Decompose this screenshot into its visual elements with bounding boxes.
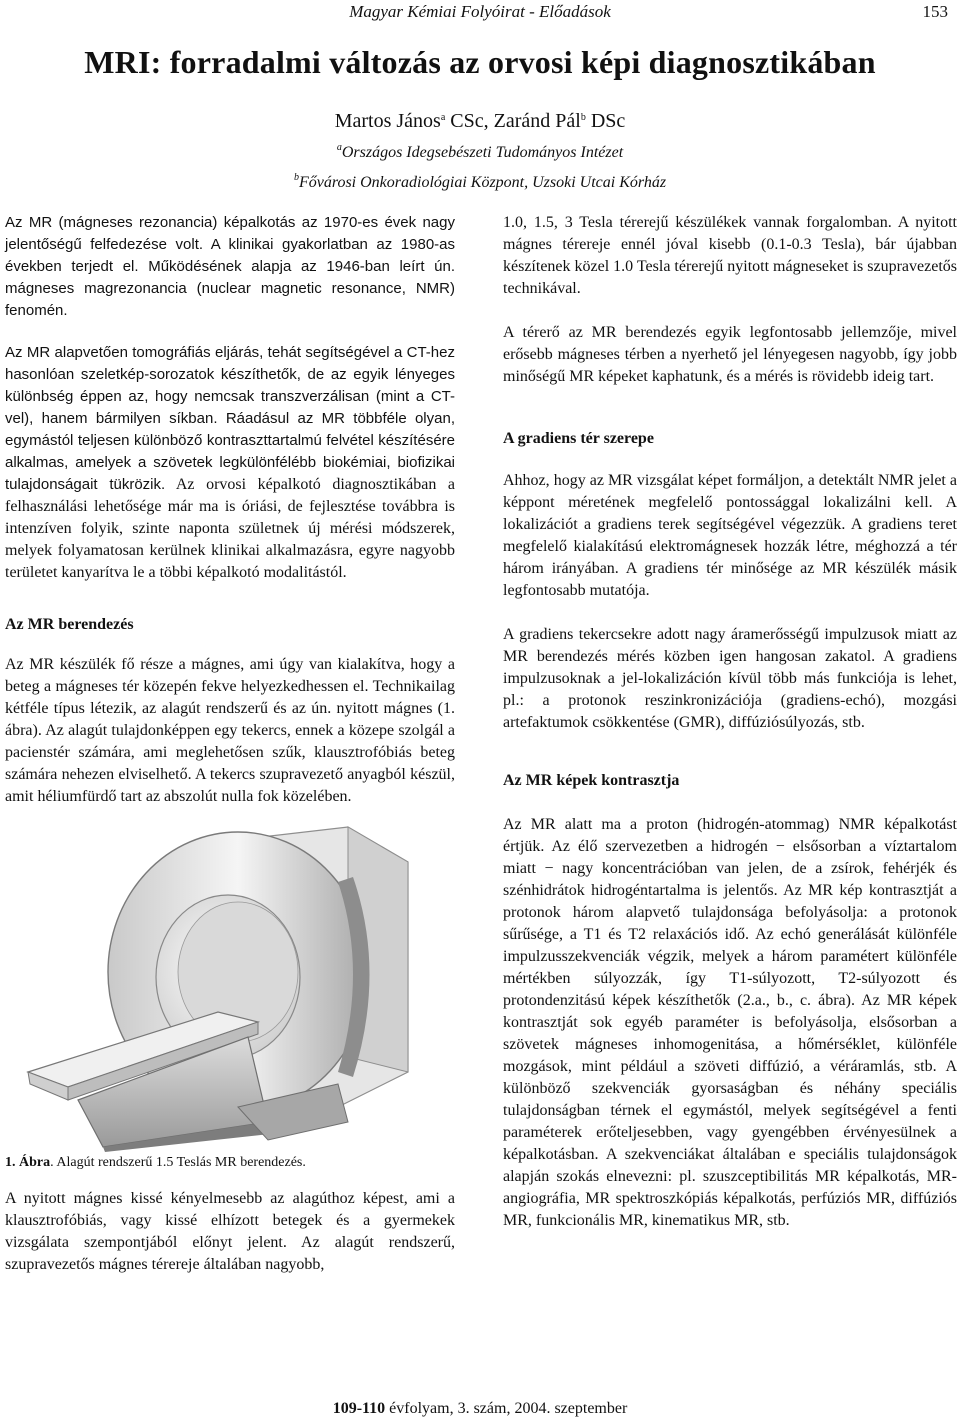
mr-device-paragraph: Az MR készülék fő része a mágnes, ami úgy van kialakítva, hogy a beteg a mágneses tér közepén fekve helyezkedhessen el. Technikailag kétféle típus létezik, az alagút rendszerű és az ún. nyitott mágnes (1. ábra). Az alagút tulajdonképpen egy tekercs, ennek a közepe szolgál a pacienstér számára, ami meglehetősen szűk, klausztrofóbiás beteg számára nehezen elviselhető. A tekercs szupravezető anyagból készül, amit héliumfürdő tart az abszolút nulla fok közelében.: [5, 656, 455, 805]
footer-issue: évfolyam, 3. szám, 2004. szeptember: [385, 1400, 628, 1417]
section-heading-mr-device: Az MR berendezés: [5, 616, 134, 633]
affiliation-a: [0, 144, 960, 162]
figure-caption-label: 1. Ábra: [5, 1155, 51, 1170]
affiliation-b-text: Fővárosi Onkoradiológiai Központ, Uzsoki Utcai Kórház: [298, 174, 667, 191]
field-strength-paragraph: A térerő az MR berendezés egyik legfontosabb jellemzője, mivel erősebb mágneses térben a nyerhető jel lényegesen nagyobb, így jobb minőségű MR képeket kaphatunk, és a mérés is rövidebb ideig tart.: [503, 324, 957, 385]
mri-scanner-illustration: [8, 822, 418, 1152]
author-2-superscript: b: [580, 112, 586, 123]
article-title: MRI: forradalmi változás az orvosi képi diagnosztikában: [84, 44, 876, 80]
page-number: 153: [922, 2, 948, 21]
footer-volume: 109-110: [332, 1400, 386, 1417]
page-footer: [0, 1400, 960, 1418]
intro-paragraph-part-1: Az MR alapvetően tomográfiás eljárás, tehát segítségével a CT-hez hasonlóan szeletkép-sorozatok készíthetők, de az egyik lényeges különbség éppen az, hogy nemcsak transzverzálisan (mint a CT-vel), hanem bármilyen síkban. Ráadásul az MR többféle olyan, egymástól teljesen különböző kontraszttartalmú felvétel készítésére alkalmas, amelyek a szövetek legkülönfélébb biokémiai, biofizikai tulajdonságait tükrözik.: [5, 344, 455, 493]
figure-caption-text: . Alagút rendszerű 1.5 Teslás MR berendezés.: [50, 1155, 306, 1170]
section-heading-gradient: A gradiens tér szerepe: [503, 430, 654, 447]
author-1-name: Martos János: [334, 110, 441, 132]
author-2-degree: DSc: [585, 110, 626, 132]
journal-header: Magyar Kémiai Folyóirat - Előadások: [349, 2, 611, 21]
section-heading-contrast: Az MR képek kontrasztja: [503, 772, 680, 789]
figure-caption: [5, 1152, 455, 1174]
mri-scanner-figure: [8, 822, 418, 1152]
affiliation-a-text: Országos Idegsebészeti Tudományos Intézet: [341, 144, 624, 161]
affiliation-b-superscript: b: [293, 172, 299, 183]
intro-paragraph: [5, 342, 455, 584]
gradient-noise-paragraph: A gradiens tekercsekre adott nagy áramerősségű impulzusok miatt az MR berendezés mérés közben igen hangosan zakatol. A gradiens impulzusoknak a jel-lokalizáción kívül több más funkciója is lehet, pl.: a protonok reszinkronizációja (gradiens-echó), mozgási artefaktumok csökkentése (GMR), diffúziósúlyozás, stb.: [503, 626, 957, 731]
intro-paragraph-part-2: Az orvosi képalkotó diagnosztikában a felhasználási lehetősége már ma is óriási, de fejlesztése továbbra is intenzíven folyik, szinte naponta születnek új mérési módszerek, melyek folyamatosan kerülnek klinikai alkalmazásra, egyre nagyobb területet kanyarítva le a többi képalkotó modalitástól.: [5, 476, 455, 581]
affiliation-b: [0, 174, 960, 192]
author-1-superscript: a: [440, 112, 446, 123]
abstract: Az MR (mágneses rezonancia) képalkotás az 1970-es évek nagy jelentőségű felfedezése volt. A klinikai gyakorlatban az 1980-as években terjedt el. Működésének alapja az 1946-ban leírt ún. mágneses magrezonancia (nuclear magnetic resonance, NMR) fenomén.: [5, 214, 455, 319]
author-1-degree-and-author-2: CSc, Zaránd Pál: [445, 110, 581, 132]
author-line: [0, 110, 960, 133]
tesla-paragraph: 1.0, 1.5, 3 Tesla térerejű készülékek vannak forgalomban. A nyitott mágnes térereje ennél jóval kisebb (0.1-0.3 Tesla), bár újabban készítenek közel 1.0 Tesla térerejű nyitott mágneseket is szupravezetős technikával.: [503, 214, 957, 297]
affiliation-a-superscript: a: [336, 142, 342, 153]
open-magnet-paragraph: A nyitott mágnes kissé kényelmesebb az alagúthoz képest, ami a klausztrofóbiás, vagy kissé elhízott betegek és a gyermekek vizsgálata szempontjából előnyt jelent. Az alagút rendszerű, szupravezetős mágnes térereje általában nagyobb,: [5, 1190, 455, 1273]
contrast-paragraph: Az MR alatt ma a proton (hidrogén-atommag) NMR képalkotást értjük. Az élő szervezetben a hidrogén − elsősorban a víztartalom miatt − nagy koncentrációban van jelen, de a zsírok, fehérjék és szénhidrátok hidrogéntartalma is jelentős. Az MR kép kontrasztját a protonok három alapvető tulajdonsága befolyásolja: a protonok sűrűsége, a T1 és T2 relaxációs idő. Az echó generálását különféle impulzusszekvenciák végzik, melyek a három paramétert különféle mértékben súlyozzák, így T1-súlyozott, T2-súlyozott és protondenzitású képek készíthetők (2.a., b., c. ábra). Az MR képek kontrasztját sok egyéb paraméter is befolyásolja, elsősorban a szövetek mágneses inhomogenitása, a hőmérséklet, különféle mozgások, mint például a szöveti diffúzió, a véráramlás, stb. A különböző szekvenciák gyorsaságban és néhány speciális tulajdonságban térnek el egymástól, melyek segítségével a fenti paraméterek erőteljesebben, vagy gyengébben érvényesülnek a képalkotásban. A szekvenciákat általában e speciális tulajdonságok alapján szokás elnevezni: pl. szuszceptibilitás MR képalkotás, MR-angiográfia, MR spektroszkópiás képalkotás, perfúziós MR, diffúziós MR, funkcionális MR, kinematikus MR, stb.: [503, 816, 957, 1229]
left-column: [5, 212, 455, 1276]
right-column: [503, 212, 957, 1232]
gradient-paragraph: Ahhoz, hogy az MR vizsgálat képet formáljon, a detektált NMR jelet a képpont méretének megfelelő pontossággal lokalizálni kell. A lokalizációt a gradiens terek segítségével végezzük. A gradiens teret megfelelő kialakítású elektromágnesek hozzák létre, méghozzá a tér három irányában. A gradiens tér minősége az MR készülék másik legfontosabb mutatója.: [503, 472, 957, 599]
